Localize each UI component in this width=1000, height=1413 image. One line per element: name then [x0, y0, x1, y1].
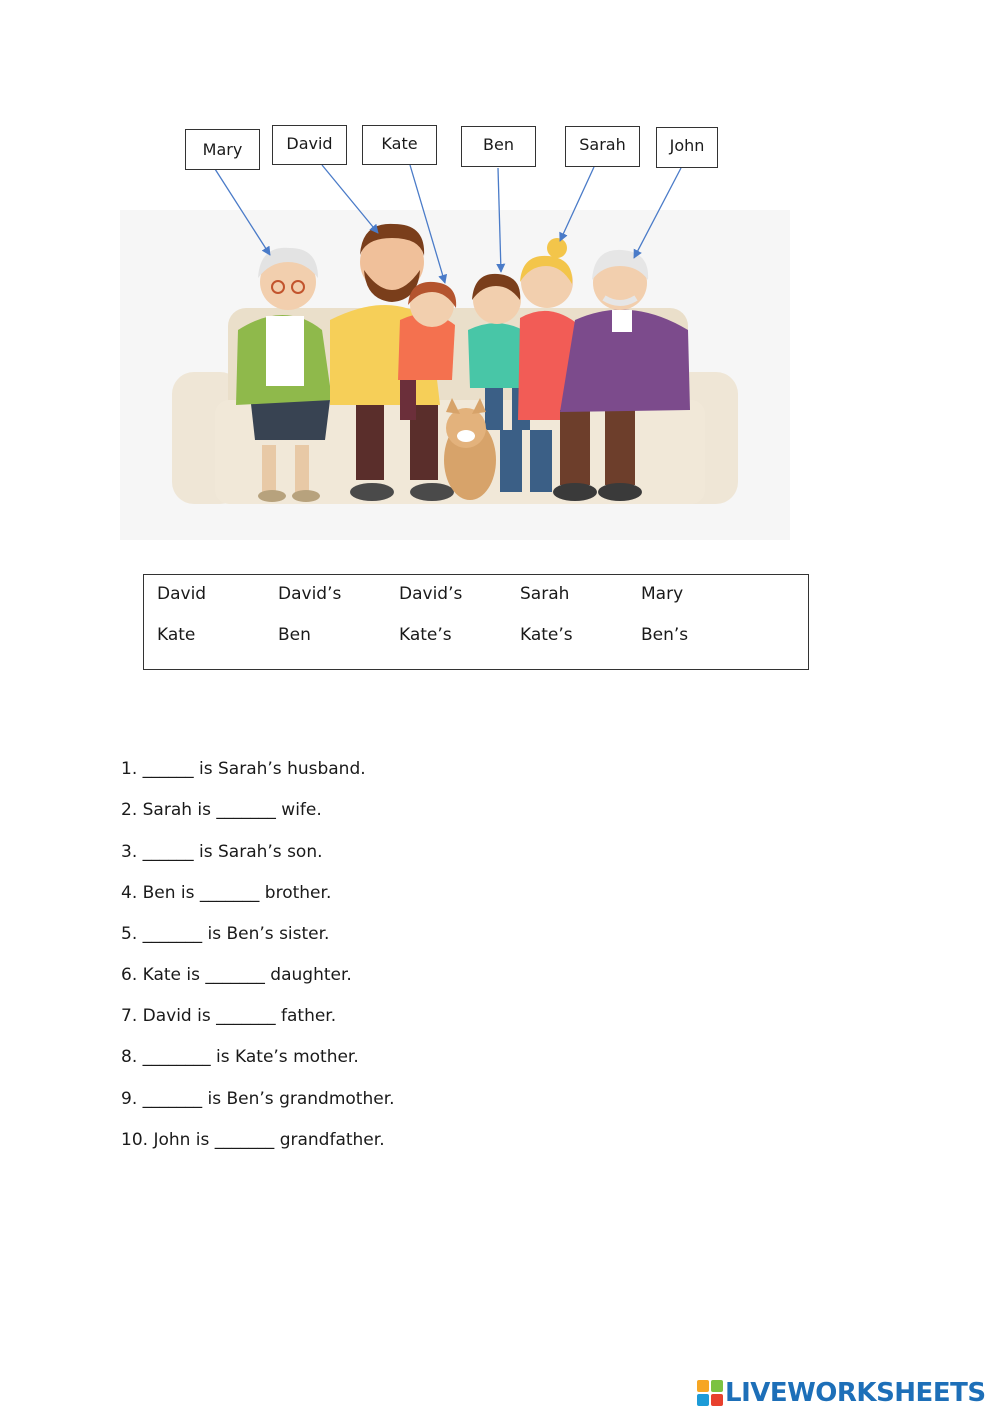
bank-word: Kate’s	[520, 625, 573, 645]
label-kate	[362, 125, 437, 165]
liveworksheets-logo	[697, 1378, 986, 1408]
label-sarah	[565, 126, 640, 167]
bank-word: Ben’s	[641, 625, 689, 645]
question-6[interactable]: 6. Kate is _______ daughter.	[121, 965, 352, 985]
question-9[interactable]: 9. _______ is Ben’s grandmother.	[121, 1089, 395, 1109]
label-text: Kate	[381, 134, 418, 153]
bank-word: Sarah	[520, 584, 570, 604]
question-3[interactable]: 3. ______ is Sarah’s son.	[121, 842, 323, 862]
label-text: Sarah	[579, 135, 626, 154]
label-mary	[185, 129, 260, 170]
bank-word: Kate	[157, 625, 196, 645]
question-7[interactable]: 7. David is _______ father.	[121, 1006, 337, 1026]
label-text: Mary	[202, 140, 243, 159]
question-2[interactable]: 2. Sarah is _______ wife.	[121, 800, 322, 820]
question-1[interactable]: 1. ______ is Sarah’s husband.	[121, 759, 366, 779]
question-8[interactable]: 8. ________ is Kate’s mother.	[121, 1047, 359, 1067]
logo-icon	[697, 1380, 723, 1406]
label-ben	[461, 126, 536, 167]
bank-word: David’s	[399, 584, 463, 604]
logo-text: LIVEWORKSHEETS	[725, 1378, 986, 1408]
word-bank	[143, 574, 809, 670]
question-10[interactable]: 10. John is _______ grandfather.	[121, 1130, 385, 1150]
label-text: David	[286, 134, 333, 153]
label-text: Ben	[483, 135, 514, 154]
bank-word: Kate’s	[399, 625, 452, 645]
question-5[interactable]: 5. _______ is Ben’s sister.	[121, 924, 330, 944]
label-john	[656, 127, 718, 168]
bank-word: David’s	[278, 584, 342, 604]
label-text: John	[669, 136, 705, 155]
family-illustration	[0, 0, 1000, 560]
bank-word: Mary	[641, 584, 684, 604]
question-4[interactable]: 4. Ben is _______ brother.	[121, 883, 332, 903]
label-david	[272, 125, 347, 165]
bank-word: Ben	[278, 625, 311, 645]
bank-word: David	[157, 584, 207, 604]
